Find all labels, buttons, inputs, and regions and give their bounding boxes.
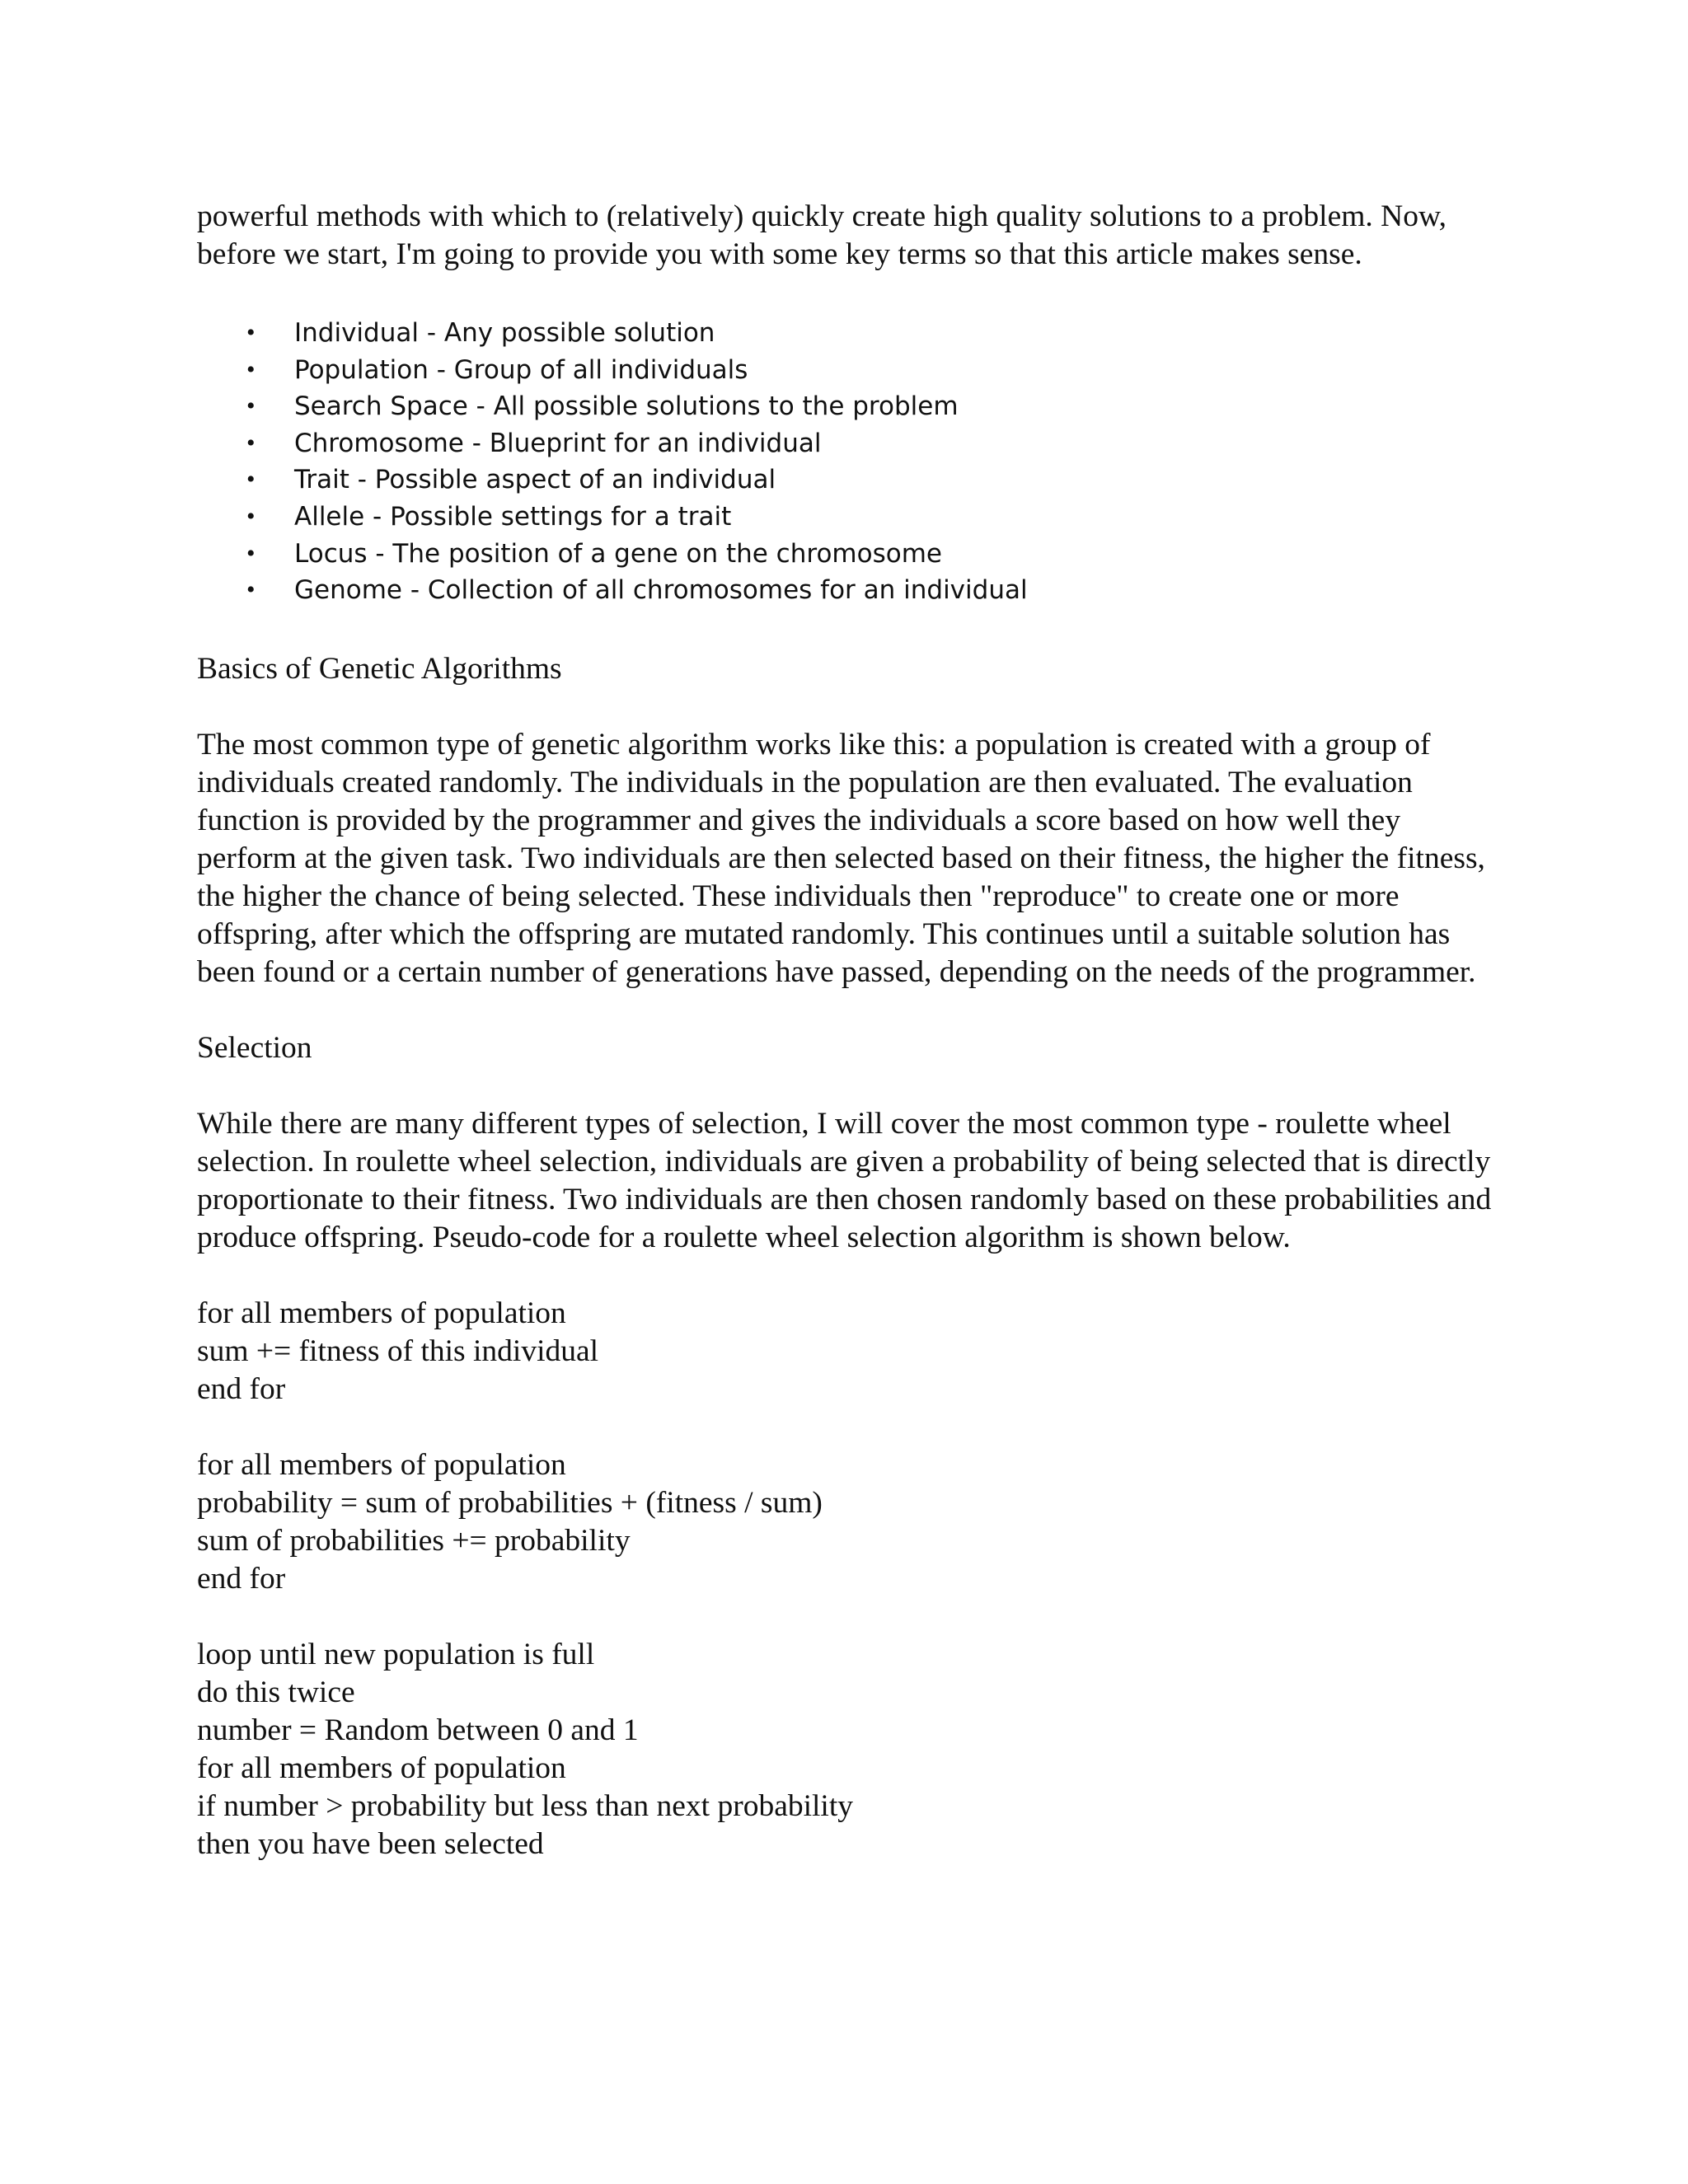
term-text: Individual - Any possible solution [294,318,715,348]
code-line: for all members of population [197,1750,566,1785]
bullet-icon: • [246,502,256,530]
term-text: Chromosome - Blueprint for an individual [294,428,822,458]
pseudo-code-block-selection-loop [197,1636,1499,1863]
bullet-icon: • [246,319,256,346]
bullet-icon: • [246,539,256,567]
document-body [197,198,1499,1901]
code-line: number = Random between 0 and 1 [197,1713,639,1747]
basics-paragraph: The most common type of genetic algorithm works like this: a population is created with a group of individuals created randomly. The individuals in the population are then evaluated. The evaluation function is provided by the programmer and gives the individuals a score based on how well they perform at the given task. Two individuals are then selected based on their fitness, the higher the fitness, the higher the chance of being selected. These individuals then "reproduce" to create one or more offspring, after which the offspring are mutated randomly. This continues until a suitable solution has been found or a certain number of generations have passed, depending on the needs of the programmer. [197,727,1485,989]
code-line: end for [197,1561,286,1596]
bullet-icon: • [246,576,256,604]
list-item [197,425,1499,462]
key-terms-list [197,315,1499,609]
list-item [197,462,1499,499]
term-text: Search Space - All possible solutions to the problem [294,391,959,422]
list-item [197,352,1499,389]
pseudo-code-block-sum [197,1295,1499,1408]
code-line: then you have been selected [197,1826,544,1861]
term-text: Allele - Possible settings for a trait [294,501,732,532]
list-item [197,499,1499,536]
term-text: Genome - Collection of all chromosomes for an individual [294,575,1028,606]
list-item [197,388,1499,425]
bullet-icon: • [246,392,256,420]
code-line: loop until new population is full [197,1637,595,1671]
code-line: end for [197,1371,286,1406]
pseudo-code-block-probability [197,1446,1499,1598]
code-line: probability = sum of probabilities + (fitness / sum) [197,1485,823,1520]
section-heading-selection: Selection [197,1030,312,1065]
code-line: if number > probability but less than next probability [197,1788,854,1823]
bullet-icon: • [246,429,256,457]
code-line: sum of probabilities += probability [197,1523,631,1558]
term-text: Population - Group of all individuals [294,354,748,385]
list-item [197,572,1499,609]
intro-paragraph: powerful methods with which to (relatively) quickly create high quality solutions to a problem. Now, before we start, I'm going to provide you with some key terms so that this article makes sense. [197,199,1447,271]
section-heading-basics: Basics of Genetic Algorithms [197,651,562,686]
code-line: sum += fitness of this individual [197,1333,599,1368]
code-line: for all members of population [197,1296,566,1330]
bullet-icon: • [246,355,256,383]
bullet-icon: • [246,466,256,494]
selection-paragraph: While there are many different types of selection, I will cover the most common type - roulette wheel selection. In roulette wheel selection, individuals are given a probability of being selected that is directly proportionate to their fitness. Two individuals are then chosen randomly based on these probabilities and produce offspring. Pseudo-code for a roulette wheel selection algorithm is shown below. [197,1106,1492,1254]
term-text: Locus - The position of a gene on the chromosome [294,538,942,569]
code-line: do this twice [197,1675,355,1709]
term-text: Trait - Possible aspect of an individual [294,465,776,495]
code-line: for all members of population [197,1447,566,1482]
list-item [197,315,1499,352]
list-item [197,536,1499,573]
